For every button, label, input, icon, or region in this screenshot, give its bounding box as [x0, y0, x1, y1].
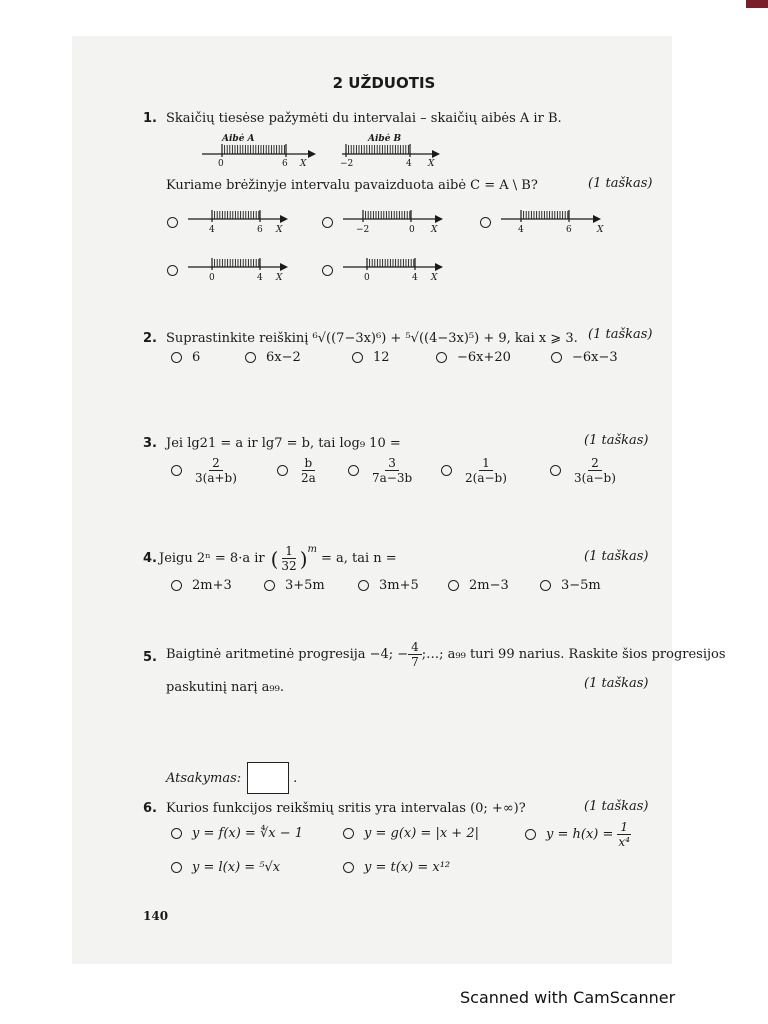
answer-input-box[interactable] — [247, 762, 289, 794]
q2-points: (1 taškas) — [588, 327, 653, 342]
q4-points: (1 taškas) — [584, 549, 649, 564]
q4-option-5[interactable]: 3−5m — [540, 578, 601, 593]
radio-circle[interactable] — [167, 265, 178, 276]
q3-option-5[interactable]: $\frac{2}{3(a-b)}$ — [550, 456, 619, 485]
q1-text: Skaičių tiesėse pažymėti du intervalai – skaičių aibės A ir B. — [166, 111, 562, 126]
svg-text:X: X — [597, 225, 604, 235]
q3-option-2[interactable]: $\frac{b}{2a}$ — [277, 456, 319, 485]
svg-text:4: 4 — [257, 273, 263, 283]
svg-text:X: X — [276, 273, 283, 283]
radio-circle[interactable] — [441, 465, 452, 476]
q1-number: 1. — [143, 111, 157, 126]
svg-text:−2: −2 — [356, 225, 370, 235]
q5-line2: paskutinį narį a₉₉. — [166, 680, 284, 695]
q3-option-3[interactable]: $\frac{3}{7a-3b}$ — [348, 456, 415, 485]
q1-option-5[interactable] — [322, 256, 453, 284]
svg-text:4: 4 — [209, 225, 215, 235]
radio-circle[interactable] — [171, 580, 182, 591]
q1-option-4[interactable] — [167, 256, 298, 284]
radio-circle[interactable] — [436, 352, 447, 363]
svg-text:X: X — [431, 225, 438, 235]
svg-text:0: 0 — [409, 225, 415, 235]
q2-option-5[interactable]: −6x−3 — [551, 350, 618, 365]
q5-points: (1 taškas) — [584, 676, 649, 691]
q2-expression: ⁶√((7−3x)⁶) + ⁵√((4−3x)⁵) + 9, — [312, 331, 511, 346]
svg-text:0: 0 — [364, 273, 370, 283]
q5-text: Baigtinė aritmetinė progresija −4; − $\frac{4}{7}$ ;…; a₉₉ turi 99 narius. Raskite šios progresijos — [166, 640, 726, 669]
q5-number: 5. — [143, 650, 157, 665]
svg-text:4: 4 — [412, 273, 418, 283]
svg-text:4: 4 — [406, 159, 412, 169]
radio-circle[interactable] — [343, 862, 354, 873]
svg-text:−2: −2 — [340, 159, 354, 169]
radio-circle[interactable] — [352, 352, 363, 363]
radio-circle[interactable] — [448, 580, 459, 591]
svg-text:4: 4 — [518, 225, 524, 235]
q2-number: 2. — [143, 331, 157, 346]
radio-circle[interactable] — [343, 828, 354, 839]
q1-option-3[interactable] — [480, 208, 611, 236]
radio-circle[interactable] — [322, 265, 333, 276]
svg-text:0: 0 — [218, 159, 224, 169]
q2-option-4[interactable]: −6x+20 — [436, 350, 511, 365]
svg-text:0: 0 — [209, 273, 215, 283]
q2-option-3[interactable]: 12 — [352, 350, 390, 365]
svg-text:6: 6 — [257, 225, 263, 235]
radio-circle[interactable] — [322, 217, 333, 228]
q1-option-2[interactable] — [322, 208, 453, 236]
radio-circle[interactable] — [167, 217, 178, 228]
svg-text:X: X — [276, 225, 283, 235]
q6-number: 6. — [143, 801, 157, 816]
page-title: 2 UŽDUOTIS — [332, 74, 436, 92]
q4-option-2[interactable]: 3+5m — [264, 578, 325, 593]
radio-circle[interactable] — [358, 580, 369, 591]
q1-question: Kuriame brėžinyje intervalu pavaizduota aibė C = A \ B? — [166, 178, 538, 193]
svg-text:X: X — [428, 159, 435, 169]
radio-circle[interactable] — [171, 465, 182, 476]
svg-text:6: 6 — [282, 159, 288, 169]
radio-circle[interactable] — [525, 829, 536, 840]
radio-circle[interactable] — [480, 217, 491, 228]
q2-text: Suprastinkite reiškinį ⁶√((7−3x)⁶) + ⁵√((4−3x)⁵) + 9, kai x ⩾ 3. — [166, 331, 578, 346]
q4-option-4[interactable]: 2m−3 — [448, 578, 509, 593]
radio-circle[interactable] — [550, 465, 561, 476]
radio-circle[interactable] — [171, 828, 182, 839]
radio-circle[interactable] — [348, 465, 359, 476]
q4-option-1[interactable]: 2m+3 — [171, 578, 232, 593]
radio-circle[interactable] — [171, 862, 182, 873]
q4-number: 4. — [143, 551, 157, 566]
q3-text: Jei lg21 = a ir lg7 = b, tai log₉ 10 = — [166, 436, 401, 451]
svg-text:X: X — [300, 159, 307, 169]
q3-number: 3. — [143, 436, 157, 451]
q6-option-5[interactable]: y = t(x) = x¹² — [343, 860, 450, 875]
q4-option-3[interactable]: 3m+5 — [358, 578, 419, 593]
q6-text: Kurios funkcijos reikšmių sritis yra intervalas (0; +∞)? — [166, 801, 526, 816]
q3-option-4[interactable]: $\frac{1}{2(a-b)}$ — [441, 456, 510, 485]
radio-circle[interactable] — [245, 352, 256, 363]
q4-text: 4. Jeigu 2ⁿ = 8·a ir ( $\frac{1}{32}$ ) $^m$ = a, tai n = — [143, 544, 397, 573]
q6-points: (1 taškas) — [584, 799, 649, 814]
radio-circle[interactable] — [264, 580, 275, 591]
svg-text:X: X — [431, 273, 438, 283]
q6-option-2[interactable]: y = g(x) = |x + 2| — [343, 826, 479, 841]
q3-points: (1 taškas) — [584, 433, 649, 448]
q6-option-3[interactable]: y = h(x) = $\frac{1}{\text{x⁴}}$ — [525, 820, 633, 849]
svg-text:6: 6 — [566, 225, 572, 235]
q1-set-b-numberline — [340, 132, 460, 170]
q2-option-1[interactable]: 6 — [171, 350, 200, 365]
q1-option-1[interactable] — [167, 208, 298, 236]
radio-circle[interactable] — [540, 580, 551, 591]
q5-answer-row: Atsakymas: . — [166, 762, 297, 794]
radio-circle[interactable] — [277, 465, 288, 476]
q6-option-4[interactable]: y = l(x) = ⁵√x — [171, 860, 280, 875]
corner-mark — [746, 0, 768, 8]
q3-option-1[interactable]: $\frac{2}{3(a+b)}$ — [171, 456, 240, 485]
radio-circle[interactable] — [551, 352, 562, 363]
answer-label: Atsakymas: — [166, 770, 242, 786]
q1-points: (1 taškas) — [588, 176, 653, 191]
q2-option-2[interactable]: 6x−2 — [245, 350, 301, 365]
set-a-label: Aibė A — [222, 134, 255, 144]
set-b-label: Aibė B — [368, 134, 402, 144]
page-number: 140 — [143, 909, 169, 923]
q6-option-1[interactable]: y = f(x) = ∜x − 1 — [171, 826, 303, 841]
camscanner-footer: Scanned with CamScanner — [460, 988, 676, 1007]
radio-circle[interactable] — [171, 352, 182, 363]
q1-set-a-numberline — [200, 132, 320, 170]
